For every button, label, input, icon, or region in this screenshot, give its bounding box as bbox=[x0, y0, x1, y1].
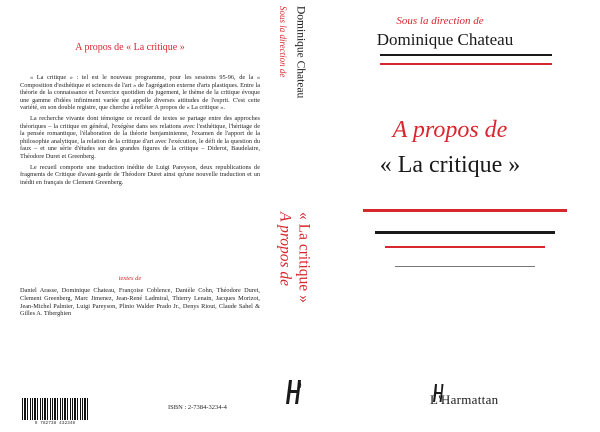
description-paragraph: La recherche vivante dont témoigne ce recueil de textes se partage entre des approches théoriques – la critique en général, l'exégèse dans ses relations avec l'esthétique, l'héritage de la pensée romantique, l'élaboration de la théorie benjaminienne, l'examen de l'apport de la philosophie analytique, la relation de la critique d'art avec l'exécution, le défi de la question du faux – et une série d'études sur des grandes figures de la critique – Diderot, Baudelaire, Théodore Duret et Greenberg. bbox=[20, 114, 260, 160]
texts-by-label: textes de bbox=[118, 275, 142, 282]
publisher-name: L'Harmattan bbox=[430, 392, 499, 407]
barcode-icon bbox=[22, 398, 88, 420]
back-cover-description bbox=[20, 74, 260, 189]
barcode-number: 9 782738 432346 bbox=[34, 421, 76, 426]
spine-title-line1: A propos de bbox=[276, 212, 294, 287]
isbn-number: ISBN : 2-7384-3234-4 bbox=[168, 404, 227, 411]
spine-subtitle: Sous la direction de bbox=[278, 6, 288, 78]
front-title-line1: A propos de bbox=[392, 117, 508, 143]
spine-author: Dominique Chateau bbox=[294, 6, 307, 99]
rule-gray-1 bbox=[395, 266, 535, 267]
front-author: Dominique Chateau bbox=[376, 30, 514, 49]
back-cover bbox=[0, 0, 270, 432]
contributors-list: Daniel Arasse, Dominique Chateau, Françoise Coblence, Danièle Cohn, Théodore Duret, Clement Greenberg, Marc Jimenez, Jean-René Ladmiral, Thierry Lenain, Jacques Morizot, Jean-Michel Palmier, Luigi Pareyson, Plinio Walder Prado Jr., Denys Riout, Claude Sahel & Gilles A. Tiberghien bbox=[20, 287, 260, 318]
rule-red-1 bbox=[363, 209, 567, 212]
rule-red-2 bbox=[385, 246, 545, 248]
description-paragraph: Le recueil comporte une traduction inédite de Luigi Pareyson, deux republications de fragments de Critique d'avant-garde de Théodore Duret ainsi qu'une nouvelle traduction et un inédit en français de Clement Greenberg. bbox=[20, 163, 260, 186]
description-paragraph: « La critique » : tel est le nouveau programme, pour les sessions 95-96, de la « Composition d'esthétique et sciences de l'art » de l'agrégation externe d'arts plastiques. Entre la théorie de la connaissance et l'exercice quotidien du jugement, le thème de la critique évoque une gamme d'idées infiniment variée qui appelle diverses attitudes de l'esprit. C'est cette variété, en son double registre, que cherche à refléter A propos de « La critique ». bbox=[20, 74, 260, 112]
rule-red-top bbox=[380, 63, 552, 65]
front-title-line2: « La critique » bbox=[379, 152, 521, 178]
front-subtitle: Sous la direction de bbox=[396, 15, 484, 27]
rule-black-top bbox=[380, 54, 552, 56]
harmattan-h-logo-icon bbox=[285, 378, 303, 406]
back-cover-title: A propos de « La critique » bbox=[75, 42, 185, 53]
rule-black-1 bbox=[375, 231, 555, 234]
spine-title-line2: « La critique » bbox=[295, 212, 313, 303]
